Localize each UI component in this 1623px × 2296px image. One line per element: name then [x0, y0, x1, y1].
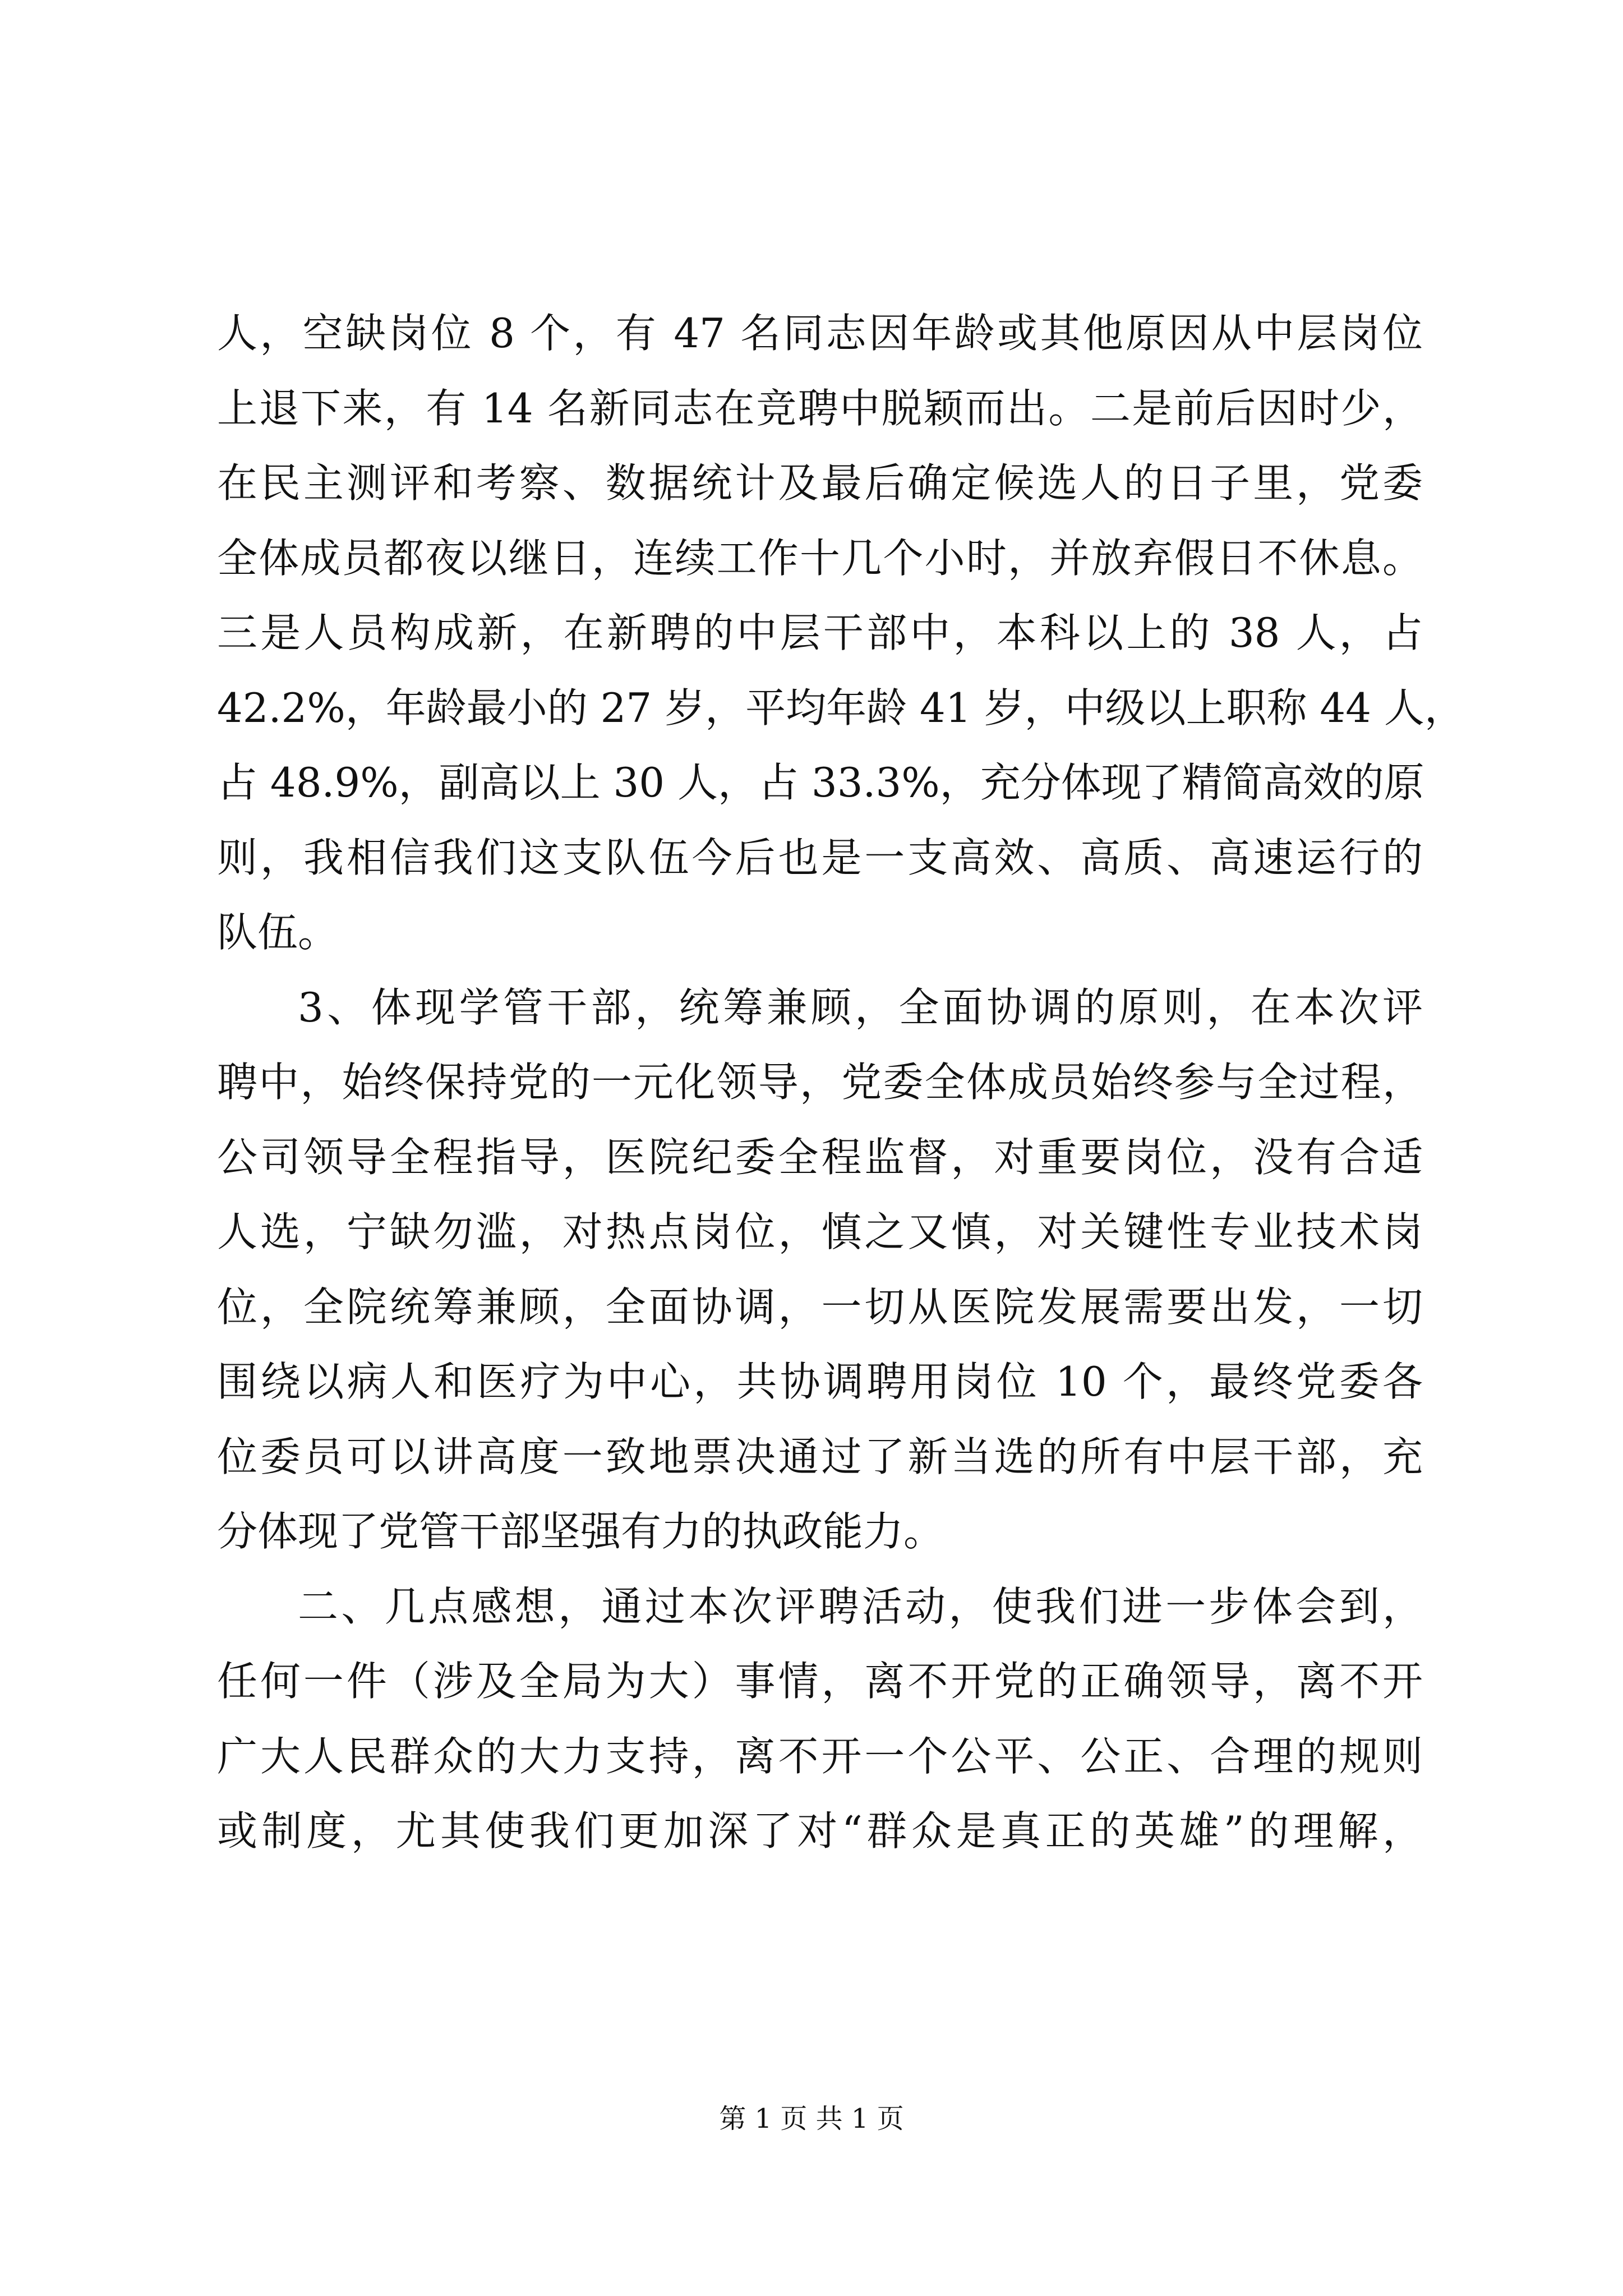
text-line: 围绕以病人和医疗为中心，共协调聘用岗位 10 个，最终党委各 — [217, 1358, 1423, 1405]
text-line: 二、几点感想，通过本次评聘活动，使我们进一步体会到， — [298, 1582, 1423, 1630]
text-line: 分体现了党管干部坚强有力的执政能力。 — [217, 1508, 944, 1555]
text-line: 人，空缺岗位 8 个，有 47 名同志因年龄或其他原因从中层岗位 — [217, 310, 1423, 357]
text-line: 在民主测评和考察、数据统计及最后确定候选人的日子里，党委 — [217, 459, 1423, 507]
text-line: 队伍。 — [217, 909, 339, 956]
text-line: 聘中，始终保持党的一元化领导，党委全体成员始终参与全过程， — [217, 1059, 1423, 1106]
text-line: 人选，宁缺勿滥，对热点岗位，慎之又慎，对关键性专业技术岗 — [217, 1208, 1423, 1255]
text-line: 则，我相信我们这支队伍今后也是一支高效、高质、高速运行的 — [217, 834, 1423, 881]
text-line: 三是人员构成新，在新聘的中层干部中，本科以上的 38 人，占 — [217, 609, 1423, 656]
text-line: 任何一件（涉及全局为大）事情，离不开党的正确领导，离不开 — [217, 1658, 1423, 1705]
text-line: 位委员可以讲高度一致地票决通过了新当选的所有中层干部，充 — [217, 1433, 1423, 1480]
text-line: 全体成员都夜以继日，连续工作十几个小时，并放弃假日不休息。 — [217, 534, 1423, 582]
text-line: 公司领导全程指导，医院纪委全程监督，对重要岗位，没有合适 — [217, 1133, 1423, 1181]
text-line: 广大人民群众的大力支持，离不开一个公平、公正、合理的规则 — [217, 1732, 1423, 1780]
page-footer: 第 1 页 共 1 页 — [719, 2103, 904, 2134]
text-line: 42.2%，年龄最小的 27 岁，平均年龄 41 岁，中级以上职称 44 人， — [217, 684, 1465, 731]
text-line: 或制度，尤其使我们更加深了对“群众是真正的英雄”的理解， — [217, 1807, 1423, 1855]
text-line: 位，全院统筹兼顾，全面协调，一切从医院发展需要出发，一切 — [217, 1283, 1423, 1331]
text-line: 3、体现学管干部，统筹兼顾，全面协调的原则，在本次评 — [298, 983, 1423, 1031]
text-line: 上退下来，有 14 名新同志在竞聘中脱颖而出。二是前后因时少， — [217, 384, 1423, 432]
body-text — [217, 296, 1465, 1869]
text-line: 占 48.9%，副高以上 30 人，占 33.3%，充分体现了精简高效的原 — [217, 759, 1424, 806]
